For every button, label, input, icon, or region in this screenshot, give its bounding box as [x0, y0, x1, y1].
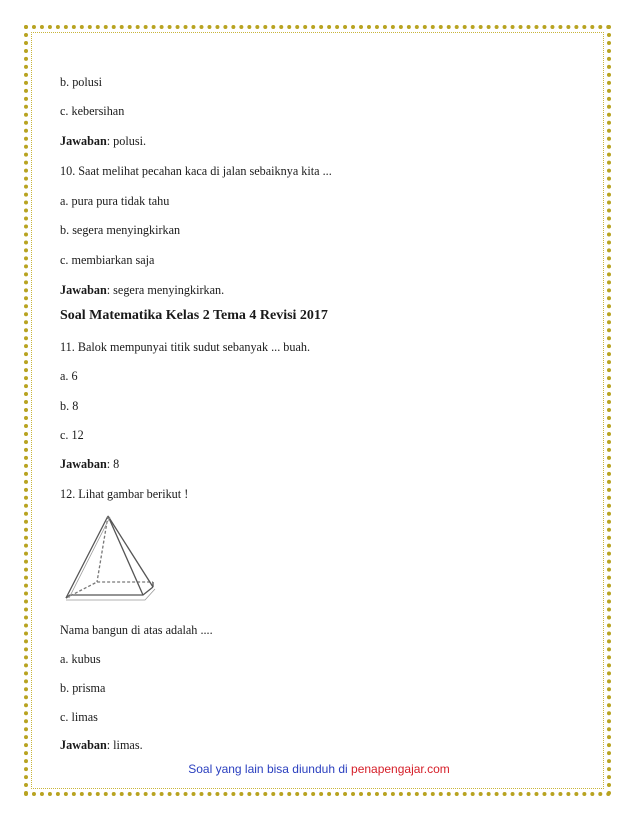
- option-a: a. 6: [60, 369, 78, 383]
- option-c: c. 12: [60, 428, 84, 442]
- answer-text: : 8: [106, 457, 120, 471]
- pyramid-image: [60, 512, 160, 604]
- question-12-prompt: Nama bangun di atas adalah ....: [60, 623, 213, 637]
- question-12: 12. Lihat gambar berikut !: [60, 487, 189, 501]
- option-b: b. segera menyingkirkan: [60, 223, 181, 237]
- option-a: a. kubus: [60, 652, 101, 666]
- footer-text: Soal yang lain bisa diunduh di: [188, 762, 352, 776]
- footer: [0, 762, 638, 776]
- question-10: 10. Saat melihat pecahan kaca di jalan sebaiknya kita ...: [60, 164, 332, 178]
- option-c: c. limas: [60, 710, 98, 724]
- answer-text: : segera menyingkirkan.: [106, 283, 225, 297]
- answer-text: : limas.: [106, 738, 143, 752]
- answer-label: Jawaban: [60, 738, 107, 752]
- option-b: b. 8: [60, 399, 79, 413]
- answer-label: Jawaban: [60, 134, 107, 148]
- answer-9: [60, 134, 146, 148]
- answer-11: [60, 457, 119, 471]
- option-c: c. membiarkan saja: [60, 253, 155, 267]
- answer-text: : polusi.: [106, 134, 147, 148]
- option-b-polusi: b. polusi: [60, 75, 102, 89]
- answer-label: Jawaban: [60, 283, 107, 297]
- answer-12: [60, 738, 143, 752]
- section-heading: Soal Matematika Kelas 2 Tema 4 Revisi 2017: [60, 308, 328, 323]
- option-b: b. prisma: [60, 681, 106, 695]
- footer-link[interactable]: penapengajar.com: [351, 762, 450, 776]
- option-a: a. pura pura tidak tahu: [60, 194, 170, 208]
- answer-label: Jawaban: [60, 457, 107, 471]
- option-c-kebersihan: c. kebersihan: [60, 104, 125, 118]
- question-11: 11. Balok mempunyai titik sudut sebanyak ... buah.: [60, 340, 311, 354]
- answer-10: [60, 283, 224, 297]
